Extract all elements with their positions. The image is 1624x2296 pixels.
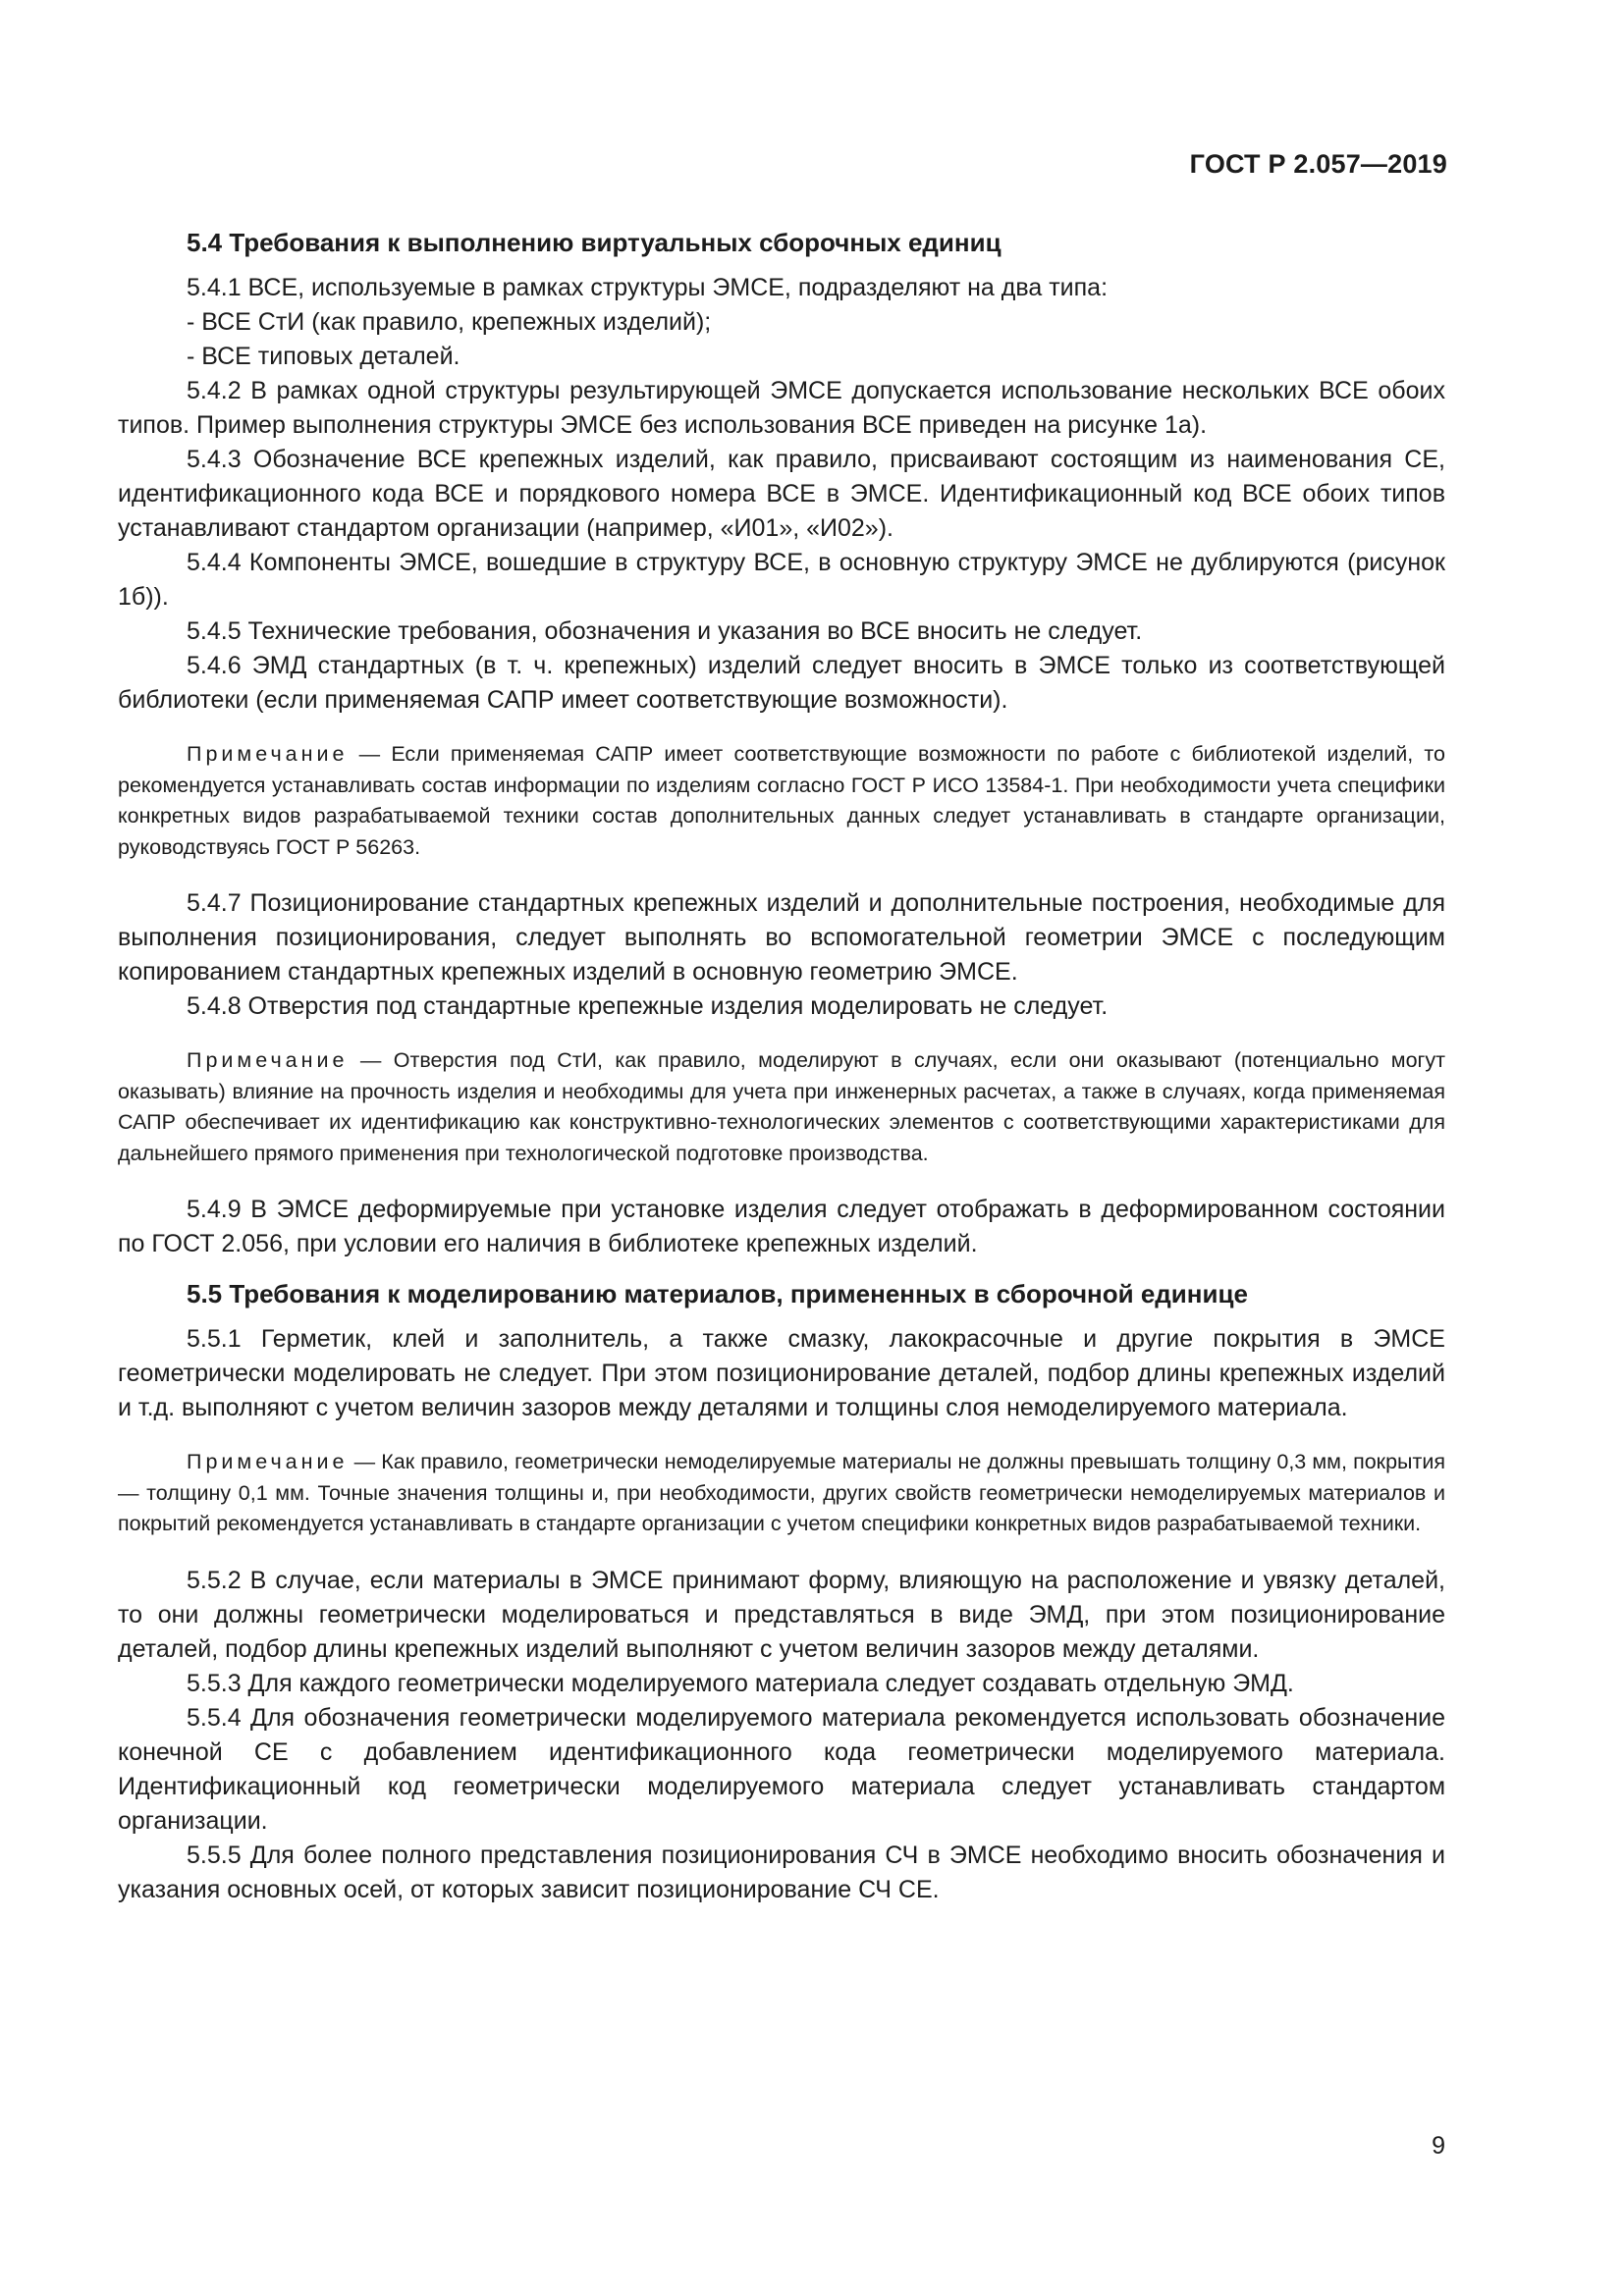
note-text: — Если применяемая САПР имеет соответствующие возможности по работе с библиотекой изделий, то рекомендуется устанавливать состав информации по изделиям согласно ГОСТ Р ИСО 13584-1. При необходимости учета специфики конкретных видов разрабатываемой техники состав дополнительных данных следует устанавливать в стандарте организации, руководствуясь ГОСТ Р 56263. — [118, 742, 1445, 859]
paragraph-5-5-4: 5.5.4 Для обозначения геометрически моделируемого материала рекомендуется использовать обозначение конечной СЕ с добавлением идентификационного кода геометрически моделируемого материала. Идентификационный код геометрически моделируемого материала следует устанавливать стандартом организации. — [118, 1703, 1445, 1835]
document-code-header: ГОСТ Р 2.057—2019 — [1189, 149, 1447, 179]
page-number: 9 — [1432, 2132, 1445, 2160]
paragraph-5-5-3: 5.5.3 Для каждого геометрически моделируемого материала следует создавать отдельную ЭМД. — [187, 1669, 1294, 1697]
note-label: Примечание — [187, 1450, 349, 1473]
paragraph-5-5-2: 5.5.2 В случае, если материалы в ЭМСЕ принимают форму, влияющую на расположение и увязку деталей, то они должны геометрически моделироваться и представляться в виде ЭМД, при этом позиционирование деталей, подбор длины крепежных изделий выполняют с учетом величин зазоров между деталями. — [118, 1566, 1445, 1663]
note-text: — Отверстия под СтИ, как правило, моделируют в случаях, если они оказывают (потенциально могут оказывать) влияние на прочность изделия и необходимы для учета при инженерных расчетах, а также в случаях, когда применяемая САПР обеспечивает их идентификацию как конструктивно-технологических элементов с соответствующими характеристиками для дальнейшего прямого применения при технологической подготовке производства. — [118, 1048, 1445, 1165]
document-body — [118, 224, 1445, 1907]
paragraph-5-4-6: 5.4.6 ЭМД стандартных (в т. ч. крепежных) изделий следует вносить в ЭМСЕ только из соответствующей библиотеки (если применяемая САПР имеет соответствующие возможности). — [118, 652, 1445, 714]
paragraph-5-4-4: 5.4.4 Компоненты ЭМСЕ, вошедшие в структуру ВСЕ, в основную структуру ЭМСЕ не дублируются (рисунок 1б)). — [118, 549, 1445, 611]
section-title-5-5: 5.5 Требования к моделированию материалов, примененных в сборочной единице — [187, 1279, 1248, 1308]
note-1 — [118, 739, 1445, 863]
note-text: — Как правило, геометрически немоделируемые материалы не должны превышать толщину 0,3 мм, покрытия — толщину 0,1 мм. Точные значения толщины и, при необходимости, других свойств геометрически немоделируемых материалов и покрытий рекомендуется устанавливать в стандарте организации с учетом специфики конкретных видов разрабатываемой техники. — [118, 1450, 1445, 1535]
paragraph-5-4-8: 5.4.8 Отверстия под стандартные крепежные изделия моделировать не следует. — [187, 992, 1109, 1020]
note-label: Примечание — [187, 742, 349, 766]
paragraph-5-4-2: 5.4.2 В рамках одной структуры результирующей ЭМСЕ допускается использование нескольких ВСЕ обоих типов. Пример выполнения структуры ЭМСЕ без использования ВСЕ приведен на рисунке 1а). — [118, 377, 1445, 439]
paragraph-5-4-5: 5.4.5 Технические требования, обозначения и указания во ВСЕ вносить не следует. — [187, 617, 1143, 645]
section-title-5-4: 5.4 Требования к выполнению виртуальных сборочных единиц — [187, 228, 1001, 257]
paragraph-5-4-1: 5.4.1 ВСЕ, используемые в рамках структуры ЭМСЕ, подразделяют на два типа: — [187, 274, 1109, 301]
paragraph-5-4-9: 5.4.9 В ЭМСЕ деформируемые при установке изделия следует отображать в деформированном состоянии по ГОСТ 2.056, при условии его наличия в библиотеке крепежных изделий. — [118, 1196, 1445, 1257]
list-item: - ВСЕ СтИ (как правило, крепежных изделий); — [187, 308, 712, 336]
paragraph-5-5-5: 5.5.5 Для более полного представления позиционирования СЧ в ЭМСЕ необходимо вносить обозначения и указания основных осей, от которых зависит позиционирование СЧ СЕ. — [118, 1841, 1445, 1903]
note-2 — [118, 1045, 1445, 1169]
paragraph-5-4-7: 5.4.7 Позиционирование стандартных крепежных изделий и дополнительные построения, необходимые для выполнения позиционирования, следует выполнять во вспомогательной геометрии ЭМСЕ с последующим копированием стандартных крепежных изделий в основную геометрию ЭМСЕ. — [118, 889, 1445, 986]
paragraph-5-4-3: 5.4.3 Обозначение ВСЕ крепежных изделий, как правило, присваивают состоящим из наименования СЕ, идентификационного кода ВСЕ и порядкового номера ВСЕ в ЭМСЕ. Идентификационный код ВСЕ обоих типов устанавливают стандартом организации (например, «И01», «И02»). — [118, 446, 1445, 542]
paragraph-5-5-1: 5.5.1 Герметик, клей и заполнитель, а также смазку, лакокрасочные и другие покрытия в ЭМСЕ геометрически моделировать не следует. При этом позиционирование деталей, подбор длины крепежных изделий и т.д. выполняют с учетом величин зазоров между деталями и толщины слоя немоделируемого материала. — [118, 1325, 1445, 1421]
note-3 — [118, 1447, 1445, 1540]
list-item: - ВСЕ типовых деталей. — [187, 343, 460, 370]
note-label: Примечание — [187, 1048, 349, 1072]
